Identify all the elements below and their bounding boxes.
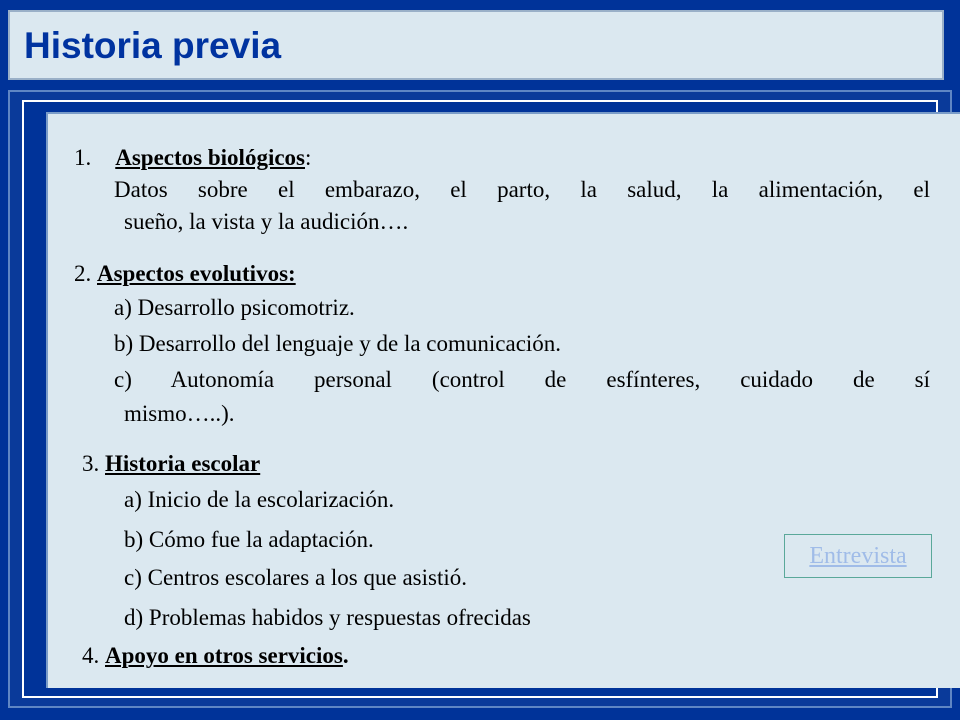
section-3-item-a: a) Inicio de la escolarización. xyxy=(124,487,395,512)
section-4-heading: Apoyo en otros servicios xyxy=(105,643,343,668)
entrevista-link[interactable]: Entrevista xyxy=(784,534,932,578)
section-1-body-line-1: Datos sobre el embarazo, el parto, la salud, la alimentación, el xyxy=(114,177,930,202)
content-frame-inner xyxy=(22,100,938,698)
section-2-heading-line xyxy=(74,260,296,288)
section-1-body-line-2: sueño, la vista y la audición…. xyxy=(124,209,409,234)
section-2-heading: Aspectos evolutivos: xyxy=(97,261,296,286)
section-3-heading-line xyxy=(82,450,260,478)
section-4-number: 4. xyxy=(82,643,100,668)
slide-title: Historia previa xyxy=(24,25,282,66)
title-bar xyxy=(8,10,944,80)
section-1-suffix: : xyxy=(305,145,312,170)
section-1-heading-line xyxy=(74,144,311,172)
section-3-item-d: d) Problemas habidos y respuestas ofrecidas xyxy=(124,605,531,630)
section-3-heading: Historia escolar xyxy=(105,451,261,476)
section-3-number: 3. xyxy=(82,451,100,476)
content-frame-outer xyxy=(8,90,952,708)
section-4-heading-line xyxy=(82,642,349,670)
section-4-suffix: . xyxy=(342,643,349,668)
section-3-item-b: b) Cómo fue la adaptación. xyxy=(124,527,374,552)
section-2-item-c-cont: mismo…..). xyxy=(124,401,235,426)
section-1-number: 1. xyxy=(74,145,92,170)
section-3-item-c: c) Centros escolares a los que asistió. xyxy=(124,565,467,590)
section-1-heading: Aspectos biológicos xyxy=(115,145,305,170)
content-panel xyxy=(46,112,960,688)
section-2-item-a: a) Desarrollo psicomotriz. xyxy=(114,295,355,320)
section-2-item-c: c) Autonomía personal (control de esfínteres, cuidado de sí xyxy=(114,367,930,392)
section-2-item-b: b) Desarrollo del lenguaje y de la comunicación. xyxy=(114,331,562,356)
section-2-number: 2. xyxy=(74,261,92,286)
